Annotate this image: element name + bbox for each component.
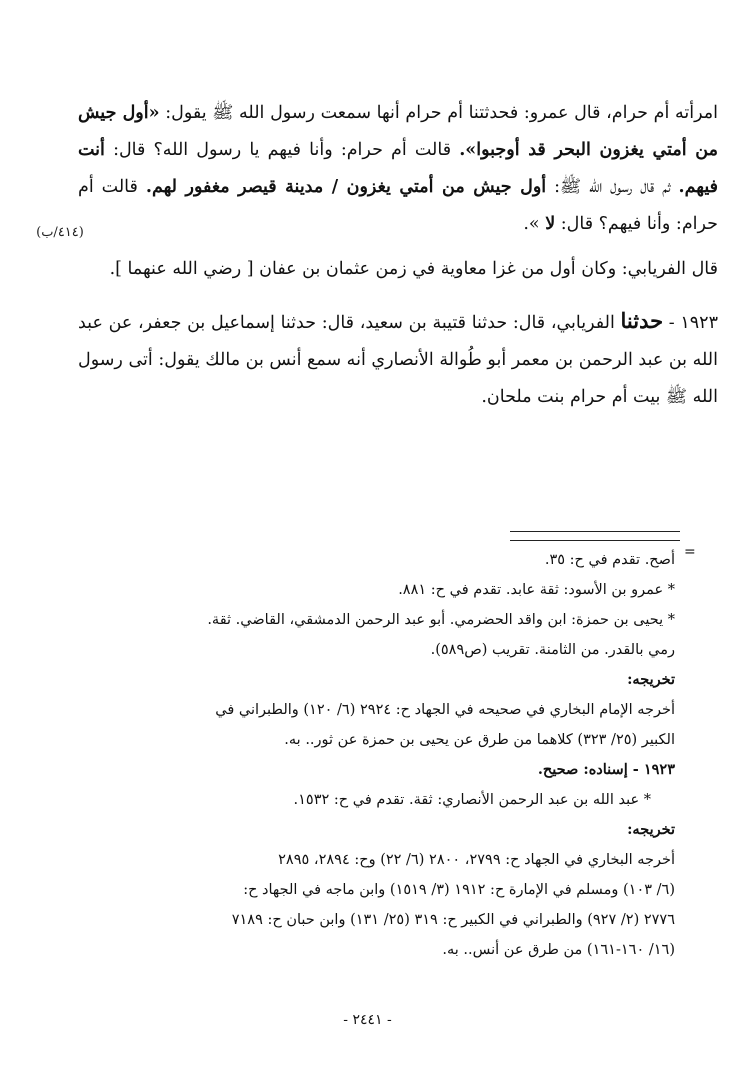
footnote-line: أخرجه البخاري في الجهاد ح: ٢٧٩٩، ٢٨٠٠ (٦/ ٢٢) وح: ٢٨٩٤، ٢٨٩٥: [278, 852, 675, 868]
main-p1-seg9: ».: [523, 214, 540, 234]
footnote-line: أصح. تقدم في ح: ٣٥.: [544, 552, 675, 568]
main-paragraph-2: قال الفريابي: وكان أول من غزا معاوية في زمن عثمان بن عفان [ رضي الله عنهما ].: [109, 259, 718, 279]
footnote-line: * يحيى بن حمزة: ابن واقد الحضرمي. أبو عبد الرحمن الدمشقي، القاضي. ثقة.: [207, 612, 675, 628]
continuation-mark: =: [684, 544, 696, 560]
footnote-heading: ١٩٢٣ - إسناده: صحيح.: [537, 761, 675, 778]
footnote-line: * عبد الله بن عبد الرحمن الأنصاري: ثقة. تقدم في ح: ١٥٣٢.: [293, 792, 651, 808]
main-paragraph-1: [78, 95, 718, 243]
footnote-line: أخرجه الإمام البخاري في صحيحه في الجهاد ح: ٢٩٢٤ (٦/ ١٢٠) والطبراني في: [215, 702, 675, 718]
hadith-text: الفريابي، قال: حدثنا قتيبة بن سعيد، قال: حدثنا إسماعيل بن جعفر، عن عبد الله بن عبد الرحمن بن معمر أبو طُوالة الأنصاري أنه سمع أنس بن مالك يقول: أتى رسول الله ﷺ بيت أم حرام بنت ملحان.: [78, 313, 718, 407]
footnote-heading: تخريجه:: [627, 671, 675, 688]
main-p1-seg5: ثم قال رسول الله ﷺ:: [554, 177, 671, 197]
main-p1-seg4: أنت فيهم.: [78, 140, 718, 197]
main-p1-seg8: لا: [545, 214, 556, 234]
main-text: [78, 95, 718, 416]
footnote-separator: [510, 531, 680, 532]
main-p1-seg6: أول جيش من أمتي يغزون / مدينة قيصر مغفور لهم.: [145, 177, 547, 197]
footnote-line: (١٦/ ١٦٠-١٦١) من طرق عن أنس.. به.: [442, 942, 675, 958]
footnote-line: الكبير (٢٥/ ٣٢٣) كلاهما من طرق عن يحيى بن حمزة عن ثور.. به.: [284, 732, 675, 748]
main-p1-seg2: «أول جيش من أمتي يغزون البحر قد أوجبوا».: [78, 103, 718, 160]
main-paragraph-3: [78, 302, 718, 416]
footnote-separator-second: [510, 540, 680, 541]
footnote-heading: تخريجه:: [627, 821, 675, 838]
footnotes: [70, 545, 675, 965]
hadith-keyword: حدثنا: [620, 308, 664, 333]
footnote-line: ٢٧٧٦ (٢/ ٩٢٧) والطبراني في الكبير ح: ٣١٩ (٢٥/ ١٣١) وابن حبان ح: ٧١٨٩: [231, 912, 675, 928]
footnote-line: رمي بالقدر. من الثامنة. تقريب (ص٥٨٩).: [430, 642, 675, 658]
page-number: - ٢٤٤١ -: [343, 1012, 392, 1028]
main-p1-seg3: قالت أم حرام: وأنا فيهم يا رسول الله؟ قال:: [113, 140, 452, 160]
footnote-line: * عمرو بن الأسود: ثقة عابد. تقدم في ح: ٨٨١.: [398, 582, 675, 598]
footnote-line: (٦/ ١٠٣) ومسلم في الإمارة ح: ١٩١٢ (٣/ ١٥١٩) وابن ماجه في الجهاد ح:: [243, 882, 675, 898]
main-p1-seg7: قالت أم حرام: وأنا فيهم؟ قال:: [78, 177, 718, 234]
main-p1-seg1: امرأته أم حرام، قال عمرو: فحدثتنا أم حرام أنها سمعت رسول الله ﷺ يقول:: [165, 103, 718, 123]
hadith-number: ١٩٢٣ -: [668, 313, 718, 333]
manuscript-reference: (٤١٤/ب): [36, 225, 84, 240]
